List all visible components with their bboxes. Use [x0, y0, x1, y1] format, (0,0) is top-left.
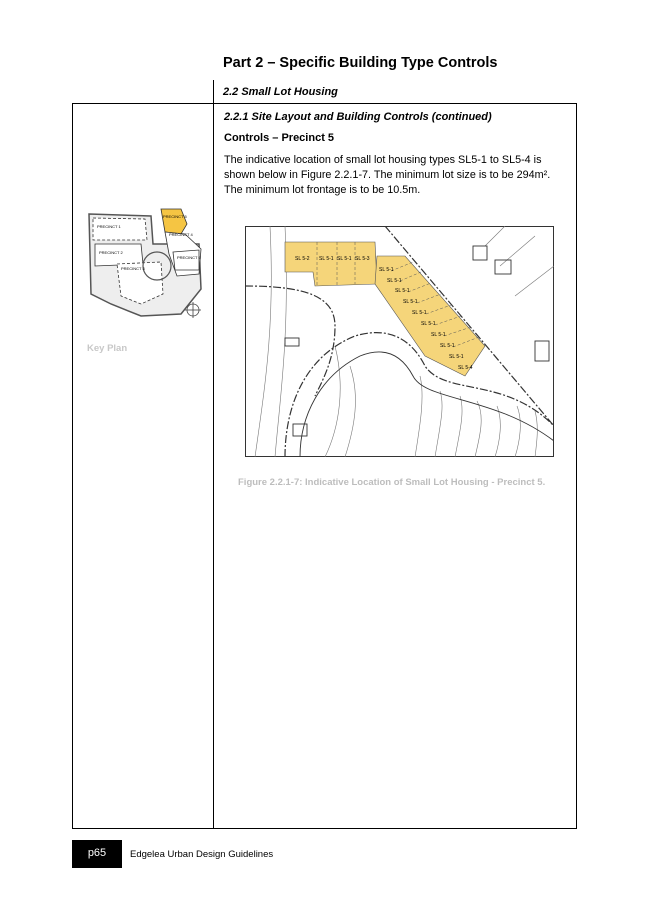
keyplan-label-precinct-4: PRECINCT 4	[169, 232, 193, 237]
part-title: Part 2 – Specific Building Type Controls	[223, 55, 498, 71]
key-plan-label: Key Plan	[87, 343, 128, 354]
lot-label: SL 5-1	[337, 256, 352, 262]
keyplan-label-precinct-3: PRECINCT 3	[121, 266, 145, 271]
column-divider	[213, 104, 214, 828]
lot-label: SL 5-1	[421, 321, 436, 327]
body-paragraph: The indicative location of small lot housing types SL5-1 to SL5-4 is shown below in Figure 2.2.1-7. The minimum lot size is to be 294m². The minimum lot frontage is to be 10.5m.	[224, 154, 551, 196]
lot-label: SL 5-1	[431, 332, 446, 338]
content-frame	[72, 103, 577, 829]
lot-label: SL 5-3	[355, 256, 370, 262]
lot-label: SL 5-2	[295, 256, 310, 262]
keyplan-label-precinct-5: PRECINCT 5	[163, 214, 187, 219]
site-plan-figure	[245, 226, 554, 457]
header-divider	[213, 80, 214, 103]
lot-label: SL 5-1	[319, 256, 334, 262]
key-plan-map	[81, 204, 209, 324]
keyplan-label-precinct-2: PRECINCT 2	[99, 250, 123, 255]
footer-page-box	[72, 840, 122, 868]
section-title: 2.2 Small Lot Housing	[223, 86, 338, 98]
lot-label: SL 5-1	[379, 267, 394, 273]
lot-label: SL 5-1	[412, 310, 427, 316]
figure-caption: Figure 2.2.1-7: Indicative Location of Small Lot Housing - Precinct 5.	[238, 477, 546, 488]
footer-doc-title: Edgelea Urban Design Guidelines	[130, 849, 274, 860]
subsection-title: 2.2.1 Site Layout and Building Controls (continued)	[224, 111, 492, 123]
controls-title: Controls – Precinct 5	[224, 132, 335, 144]
lot-label: SL 5-1	[449, 354, 464, 360]
lot-label: SL 5-1	[387, 278, 402, 284]
lot-label: SL 5-1	[440, 343, 455, 349]
keyplan-label-precinct-6: PRECINCT 6	[177, 255, 201, 260]
page-number: p65	[87, 847, 107, 859]
lot-label: SL 5-1	[403, 299, 418, 305]
lot-label: SL 5-1	[395, 288, 410, 294]
lot-label: SL 5-4	[458, 365, 473, 371]
keyplan-label-precinct-1: PRECINCT 1	[97, 224, 121, 229]
